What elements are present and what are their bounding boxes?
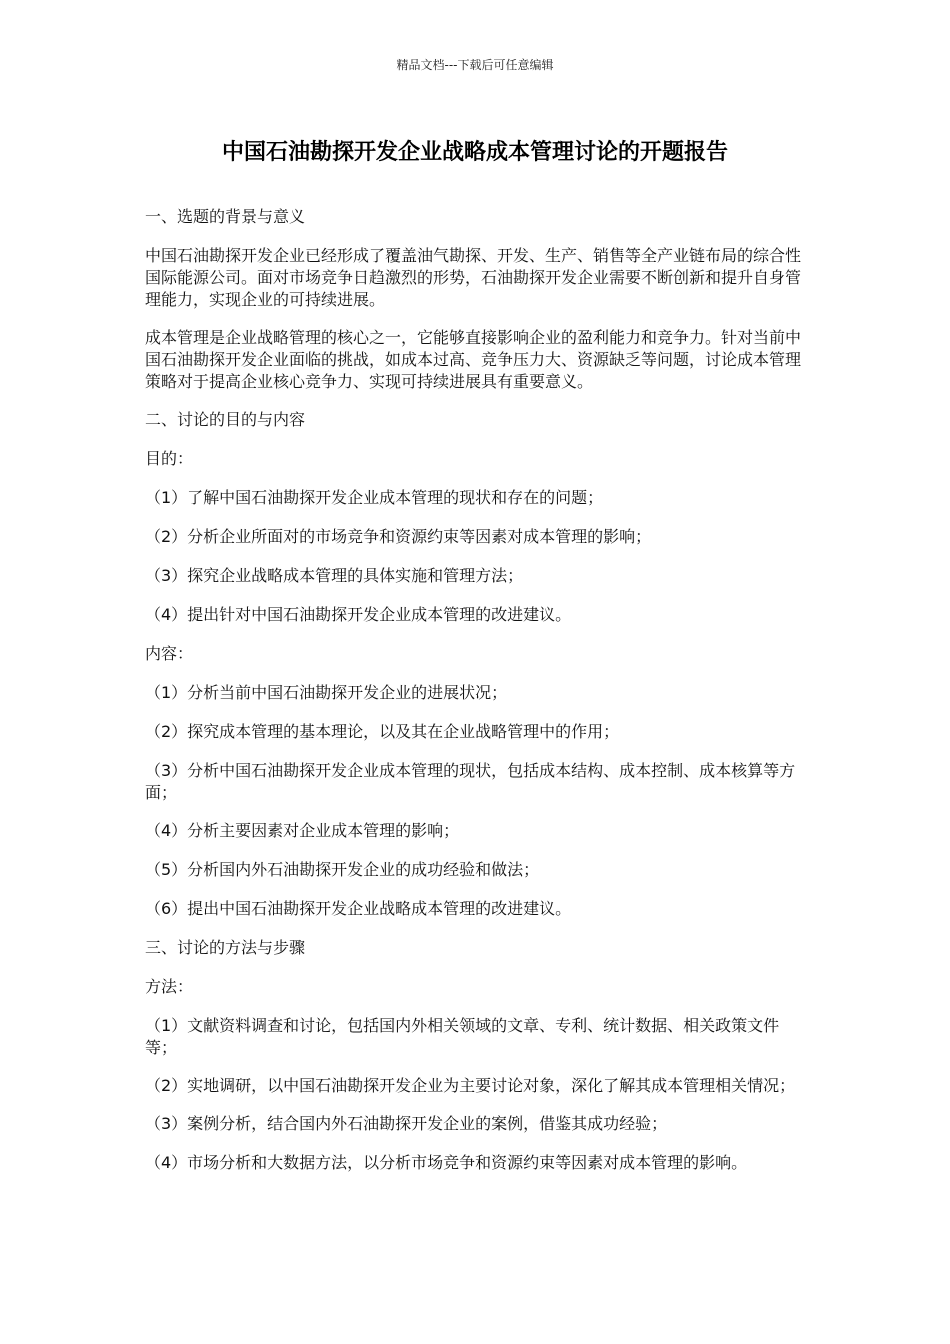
list-item: （2）探究成本管理的基本理论，以及其在企业战略管理中的作用； [145,722,620,741]
document-body [145,206,810,1191]
list-item: （5）分析国内外石油勘探开发企业的成功经验和做法； [145,860,540,879]
list-item: （3）案例分析，结合国内外石油勘探开发企业的案例，借鉴其成功经验； [145,1114,668,1133]
list-item: （4）市场分析和大数据方法，以分析市场竞争和资源约束等因素对成本管理的影响。 [145,1153,748,1172]
subheading-methods: 方法： [145,977,194,996]
list-item: （1）文献资料调查和讨论，包括国内外相关领域的文章、专利、统计数据、相关政策文件等； [145,1016,780,1057]
document-title: 中国石油勘探开发企业战略成本管理讨论的开题报告 [221,140,728,165]
page-header: 精品文档---下载后可任意编辑 [396,58,554,72]
list-item: （2）实地调研，以中国石油勘探开发企业为主要讨论对象，深化了解其成本管理相关情况； [145,1076,796,1095]
section-heading-purpose: 二、讨论的目的与内容 [145,410,306,429]
section-heading-methods: 三、讨论的方法与步骤 [145,938,306,957]
list-item: （1）了解中国石油勘探开发企业成本管理的现状和存在的问题； [145,488,604,507]
subheading-purpose: 目的： [145,449,194,468]
body-paragraph: 成本管理是企业战略管理的核心之一，它能够直接影响企业的盈利能力和竞争力。针对当前中国石油勘探开发企业面临的挑战，如成本过高、竞争压力大、资源缺乏等问题，讨论成本管理策略对于提高企业核心竞争力、实现可持续进展具有重要意义。 [145,328,802,391]
list-item: （1）分析当前中国石油勘探开发企业的进展状况； [145,683,508,702]
list-item: （3）探究企业战略成本管理的具体实施和管理方法； [145,566,524,585]
list-item: （4）分析主要因素对企业成本管理的影响； [145,821,460,840]
section-heading-background: 一、选题的背景与意义 [145,207,306,226]
list-item: （2）分析企业所面对的市场竞争和资源约束等因素对成本管理的影响； [145,527,652,546]
body-paragraph: 中国石油勘探开发企业已经形成了覆盖油气勘探、开发、生产、销售等全产业链布局的综合性国际能源公司。面对市场竞争日趋激烈的形势，石油勘探开发企业需要不断创新和提升自身管理能力，实现企业的可持续进展。 [145,246,802,309]
list-item: （6）提出中国石油勘探开发企业战略成本管理的改进建议。 [145,899,572,918]
list-item: （4）提出针对中国石油勘探开发企业成本管理的改进建议。 [145,605,572,624]
subheading-content: 内容： [145,644,194,663]
list-item: （3）分析中国石油勘探开发企业成本管理的现状，包括成本结构、成本控制、成本核算等方面； [145,761,796,802]
